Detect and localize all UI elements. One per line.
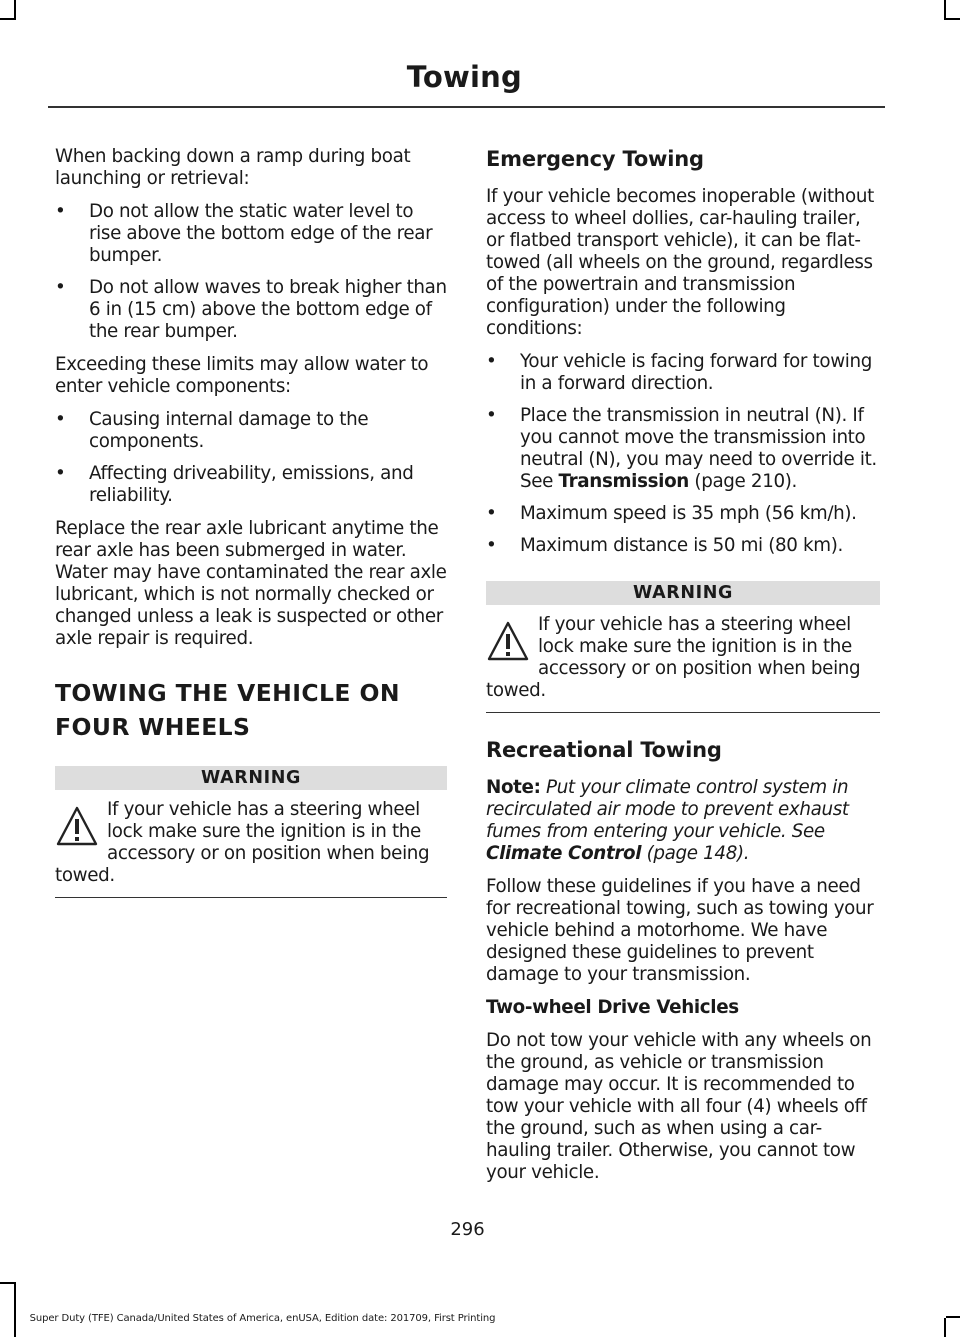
section-heading-line2: FOUR WHEELS xyxy=(55,713,251,741)
warning-body xyxy=(486,614,880,713)
warning-box xyxy=(55,766,447,898)
warning-triangle-icon xyxy=(55,805,99,849)
list-item xyxy=(486,405,880,493)
components-bullet-list xyxy=(55,409,447,507)
warning-text: If your vehicle has a steering wheel lock make sure the ignition is in the accessory or on position when being towed. xyxy=(486,614,861,701)
header-divider xyxy=(48,106,885,108)
crop-mark xyxy=(944,1318,946,1337)
crop-mark xyxy=(946,1316,960,1318)
left-column xyxy=(55,146,447,922)
section-heading xyxy=(55,676,447,744)
warning-text: If your vehicle has a steering wheel lock make sure the ignition is in the accessory or on position when being towed. xyxy=(55,799,430,886)
list-item: • Maximum speed is 35 mph (56 km/h). xyxy=(486,503,880,525)
emergency-intro: If your vehicle becomes inoperable (without access to wheel dollies, car-hauling trailer, or flatbed transport vehicle), it can be flat-towed (all wheels on the ground, regardless of the powertrain and transmission configuration) under the following conditions: xyxy=(486,186,874,339)
list-item: • Your vehicle is facing forward for towing in a forward direction. xyxy=(486,351,880,395)
list-item-text: Place the transmission in neutral (N). If you cannot move the transmission into neutral (N), you may need to override it. See xyxy=(520,405,877,492)
page-number: 296 xyxy=(450,1219,485,1240)
note-text: Put your climate control system in recirculated air mode to prevent exhaust fumes from entering your vehicle. See xyxy=(486,777,849,842)
page-title: Towing xyxy=(406,60,522,94)
replace-paragraph: Replace the rear axle lubricant anytime the rear axle has been submerged in water. Water may have contaminated the rear axle lubricant, which is not normally checked or changed unless a leak is suspected or other axle repair is required. xyxy=(55,518,447,649)
emergency-towing-heading: Emergency Towing xyxy=(486,147,704,171)
transmission-link[interactable]: Transmission xyxy=(558,471,689,492)
exceeding-paragraph: Exceeding these limits may allow water to enter vehicle components: xyxy=(55,354,429,397)
crop-mark xyxy=(0,18,14,20)
two-wheel-paragraph: Do not tow your vehicle with any wheels on the ground, as vehicle or transmission damage may occur. It is recommended to tow your vehicle with all four (4) wheels off the ground, such as when using a car-hauling trailer. Otherwise, you cannot tow your vehicle. xyxy=(486,1030,872,1183)
list-item: • Maximum distance is 50 mi (80 km). xyxy=(486,535,880,557)
warning-body xyxy=(55,799,447,898)
note-text: (page 148). xyxy=(641,843,750,864)
warning-triangle-icon xyxy=(486,620,530,664)
list-item: • Do not allow waves to break higher than 6 in (15 cm) above the bottom edge of the rear bumper. xyxy=(55,277,447,343)
crop-mark xyxy=(14,1282,16,1337)
warning-label: WARNING xyxy=(486,581,880,605)
crop-mark xyxy=(946,18,960,20)
right-column xyxy=(486,146,880,1195)
conditions-bullet-list xyxy=(486,351,880,557)
guidelines-paragraph: Follow these guidelines if you have a need for recreational towing, such as towing your vehicle behind a motorhome. We have designed these guidelines to prevent damage to your transmission. xyxy=(486,876,874,985)
climate-control-link[interactable]: Climate Control xyxy=(486,843,642,864)
note-label: Note: xyxy=(486,777,541,798)
ramp-bullet-list xyxy=(55,201,447,343)
note-paragraph xyxy=(486,777,880,865)
crop-mark xyxy=(944,0,946,20)
warning-box xyxy=(486,581,880,713)
recreational-towing-heading: Recreational Towing xyxy=(486,738,722,762)
list-item: • Affecting driveability, emissions, and reliability. xyxy=(55,463,447,507)
section-heading-line1: TOWING THE VEHICLE ON xyxy=(55,679,400,707)
list-item: • Do not allow the static water level to rise above the bottom edge of the rear bumper. xyxy=(55,201,447,267)
warning-label: WARNING xyxy=(55,766,447,790)
list-item: • Causing internal damage to the components. xyxy=(55,409,447,453)
intro-paragraph: When backing down a ramp during boat launching or retrieval: xyxy=(55,146,411,189)
two-wheel-heading: Two-wheel Drive Vehicles xyxy=(486,997,739,1018)
crop-mark xyxy=(14,0,16,20)
list-item-text: (page 210). xyxy=(688,471,798,492)
edition-info: Super Duty (TFE) Canada/United States of America, enUSA, Edition date: 201709, First Printing xyxy=(29,1313,496,1324)
crop-mark xyxy=(0,1282,14,1284)
